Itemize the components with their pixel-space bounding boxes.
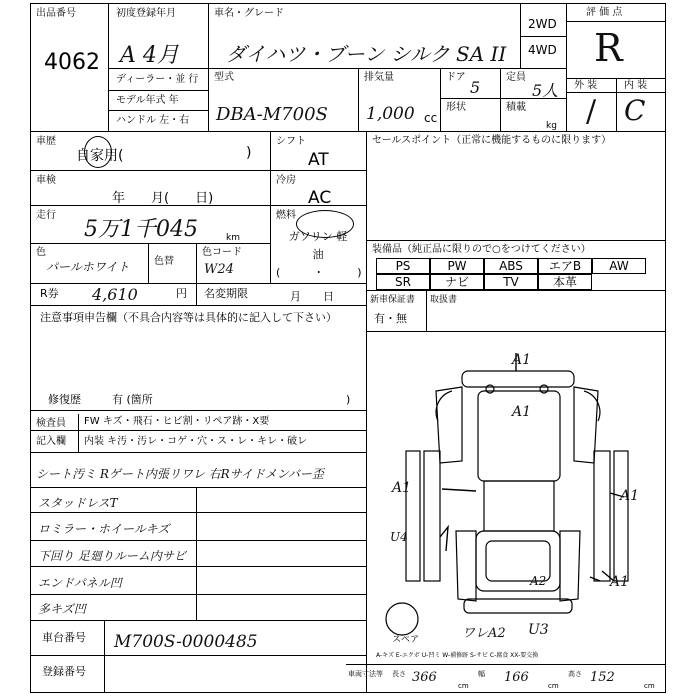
sales-points-label: セールスポイント（正常に機能するものに限ります） (372, 135, 612, 146)
inspector-label: 検査員 (36, 418, 66, 429)
exterior-label: 外 装 (574, 80, 598, 91)
door-value: 5 (470, 78, 481, 97)
type-value: DBA-M700S (216, 104, 328, 125)
divider (108, 90, 208, 91)
spare-label: スペア (392, 635, 420, 645)
note-line-4: 下回り 足廻りルーム内サビ (38, 549, 186, 563)
drive-4wd: 4WD (528, 43, 557, 57)
fw-row: FW キズ・飛石・ヒビ割・リペア跡・X要 (84, 416, 270, 427)
ac-value: AC (308, 188, 332, 208)
exterior-value: / (586, 94, 597, 129)
divider (30, 594, 366, 595)
divider (108, 3, 109, 131)
divider (366, 240, 666, 241)
grade-label: 評 価 点 (586, 7, 623, 18)
capacity-value: 5人 (532, 81, 559, 100)
equipment-item: AW (592, 258, 646, 274)
history-circle (84, 136, 112, 168)
mileage-label: 走行 (36, 210, 56, 221)
divider (108, 110, 208, 111)
repair-value: 有 (箇所 (112, 393, 153, 406)
divider (366, 131, 367, 331)
recycle-label: R券 (40, 287, 59, 300)
grade-value: R (594, 26, 623, 70)
capacity-label: 定員 (506, 72, 526, 83)
model-year-label: モデル年式 年 (116, 95, 179, 106)
lot-number: 4062 (44, 50, 100, 75)
equipment-item: PS (376, 258, 430, 274)
divider (30, 410, 366, 411)
note-line-2: スタッドレスT (38, 496, 118, 510)
divider (148, 243, 149, 283)
load-unit: kg (546, 121, 557, 131)
color-change-label: 色替 (154, 256, 174, 267)
divider (30, 131, 666, 132)
divider (30, 540, 366, 541)
width-unit: cm (548, 682, 559, 690)
equipment-item: ナビ (430, 274, 484, 290)
caution-label: 注意事項申告欄（不具合内容等は具体的に記入して下さい） (40, 311, 337, 324)
shift-value: AT (308, 150, 329, 170)
history-label: 車歴 (36, 136, 56, 147)
legend: A-キズ E-エクボ U-凹ミ W-補修跡 S-サビ C-腐食 XX-要交換 (376, 652, 539, 659)
width-label: 幅 (478, 670, 485, 678)
load-label: 積載 (506, 102, 526, 113)
divider (196, 283, 197, 305)
note-line-6: 多キズ凹 (38, 602, 86, 616)
damage-mark: A1 (512, 404, 532, 420)
fuel-paren: ( ・ ) (276, 266, 362, 279)
first-reg-value: A 4月 (120, 43, 179, 68)
lot-label: 出品番号 (36, 8, 76, 19)
damage-mark: ワレA2 (462, 626, 506, 641)
dims-label: 車両寸法等 (348, 670, 383, 678)
dealer-label: ディーラー・並 行 (116, 74, 199, 85)
divider (196, 243, 197, 283)
chassis-label: 車台番号 (42, 631, 86, 644)
fuel-circle (296, 210, 354, 238)
divider (346, 664, 666, 665)
divider (104, 620, 105, 693)
new-car-warranty-label: 新車保証書 (370, 295, 416, 305)
type-label: 型式 (214, 72, 234, 83)
drive-2wd: 2WD (528, 17, 557, 31)
recycle-value: 4,610 (92, 285, 138, 304)
displacement-unit: cc (424, 111, 438, 125)
title-expiry-format: 月 日 (290, 290, 334, 303)
memo-label: 取扱書 (430, 295, 458, 305)
shift-label: シフト (276, 136, 306, 147)
repair-label: 修復歴 (48, 393, 81, 406)
mileage-unit: km (226, 233, 240, 243)
divider (30, 487, 366, 488)
damage-mark: A1 (610, 574, 630, 590)
divider (208, 3, 209, 68)
divider (30, 305, 366, 306)
height-label: 高さ (568, 670, 582, 678)
divider (566, 21, 666, 22)
reg-label: 登録番号 (42, 665, 86, 678)
damage-mark: A1 (392, 480, 412, 496)
fuel-options: ガソリン 軽 油 (288, 230, 348, 261)
width-value: 166 (504, 670, 529, 685)
interior-value: C (624, 94, 646, 127)
mileage-value: 5万1千045 (84, 217, 198, 242)
note-line-3: ロミラー・ホイールキズ (38, 522, 170, 536)
divider (30, 430, 366, 431)
divider (270, 131, 271, 283)
recycle-unit: 円 (176, 287, 187, 300)
repair-close: ) (346, 393, 351, 406)
divider (358, 68, 359, 131)
ac-label: 冷房 (276, 175, 296, 186)
chassis-value: M700S-0000485 (114, 632, 258, 652)
interior-label: 内 装 (624, 80, 648, 91)
divider (30, 655, 366, 656)
note-line-5: エンドパネル凹 (38, 576, 122, 590)
divider (196, 487, 197, 620)
height-value: 152 (590, 670, 615, 685)
equipment-item: TV (484, 274, 538, 290)
displacement-value: 1,000 (366, 104, 415, 124)
equipment-item: PW (430, 258, 484, 274)
equipment-item: ABS (484, 258, 538, 274)
interior-row: 内装 キ汚・汚レ・コゲ・穴・ス・レ・キレ・破レ (84, 436, 308, 447)
length-unit: cm (458, 682, 469, 690)
divider (30, 620, 366, 621)
history-close: ) (246, 145, 252, 161)
divider (208, 68, 209, 131)
divider (30, 566, 366, 567)
displacement-label: 排気量 (364, 72, 394, 83)
color-code-value: W24 (204, 262, 234, 277)
color-label: 色 (36, 247, 46, 258)
divider (30, 283, 366, 284)
note-line-1: シート汚ミ Rゲート内張リワレ 右Rサイドメンバー歪 (36, 467, 324, 481)
fuel-label: 燃料 (276, 210, 296, 221)
equipment-item: エアB (538, 258, 592, 274)
length-label: 長さ (392, 670, 406, 678)
model-grade-label: 車名・グレード (214, 8, 284, 19)
history-value: 自家用( (76, 148, 124, 164)
damage-mark: A2 (530, 574, 547, 588)
divider (366, 290, 666, 291)
divider (426, 290, 427, 331)
divider (30, 452, 366, 453)
height-unit: cm (644, 682, 655, 690)
divider (78, 414, 79, 452)
color-value: パールホワイト (46, 260, 130, 274)
equipment-item: 本革 (538, 274, 592, 290)
entry-label: 記入欄 (36, 436, 66, 447)
first-reg-label: 初度登録年月 (116, 8, 176, 19)
door-label: ドア (446, 72, 466, 83)
damage-mark: A1 (620, 488, 640, 504)
divider (616, 78, 617, 131)
inspection-format: 年 月( 日) (112, 191, 214, 206)
title-expiry-label: 名変期限 (204, 287, 248, 300)
length-value: 366 (412, 670, 437, 685)
inspection-label: 車検 (36, 175, 56, 186)
equipment-item: SR (376, 274, 430, 290)
divider (566, 3, 567, 131)
model-grade-value: ダイハツ・ブーン シルク SA II (226, 42, 507, 66)
damage-mark: A1 (512, 352, 532, 368)
damage-mark: U3 (528, 622, 549, 638)
divider (500, 68, 501, 131)
damage-mark: U4 (390, 530, 408, 544)
divider (440, 68, 441, 131)
shape-label: 形状 (446, 102, 466, 113)
equipment-label: 装備品（純正品に限りので○をつけてください） (372, 244, 591, 255)
divider (520, 36, 566, 37)
color-code-label: 色コード (202, 247, 242, 258)
divider (30, 512, 366, 513)
handle-label: ハンドル 左・右 (116, 115, 190, 126)
divider (30, 170, 366, 171)
new-car-warranty-options: 有・無 (374, 312, 407, 325)
